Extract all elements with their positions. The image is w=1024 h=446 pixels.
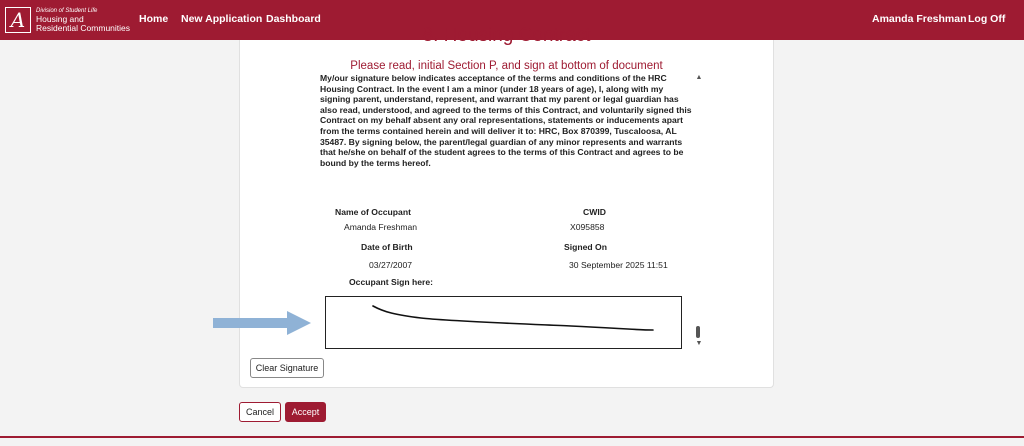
log-off-link[interactable]: Log Off — [968, 13, 1006, 25]
nav-new-application-link[interactable]: New Application — [181, 13, 263, 25]
university-logo: A — [5, 7, 31, 33]
signed-on-value: 30 September 2025 11:51 — [569, 260, 668, 270]
contract-card — [239, 25, 774, 388]
cwid-value: X095858 — [570, 222, 605, 232]
contract-title: 8. Housing Contract — [422, 25, 591, 46]
cancel-button[interactable]: Cancel — [239, 402, 281, 422]
brand-text — [36, 8, 130, 33]
brand-line-1: Housing and — [36, 13, 84, 24]
cwid-label: CWID — [583, 207, 606, 217]
user-name-link[interactable]: Amanda Freshman — [872, 13, 967, 25]
dob-label: Date of Birth — [361, 242, 413, 252]
clear-signature-button[interactable]: Clear Signature — [250, 358, 324, 378]
scroll-down-icon[interactable]: ▼ — [695, 340, 703, 347]
brand-line-2: Residential Communities — [36, 22, 131, 33]
dob-value: 03/27/2007 — [369, 260, 413, 270]
contract-scrollbar[interactable] — [693, 73, 705, 349]
occupant-name-label: Name of Occupant — [335, 207, 411, 217]
occupant-name-value: Amanda Freshman — [344, 222, 418, 232]
arrow-right-icon — [213, 311, 313, 335]
brand-logo-area[interactable] — [5, 4, 130, 36]
scrollbar-thumb[interactable] — [696, 326, 700, 338]
contract-terms-text: My/our signature below indicates acceptance of the terms and conditions of the HRC Housing Contract. In the event I am a minor (under 18 years of age), I, along with my signing parent, understand, represent, and warrant that my parent or legal guardian has also read, understood, and agreed to the terms of this Contract, and voluntarily signed this Contract on my behalf absent any oral representations, statements or inducements apart from the terms contained herein and will deliver it to: HRC, Box 870399, Tuscaloosa, AL 35487. By signing below, the parent/legal guardian of any minor represents and warrants that he/she on behalf of the student agrees to the terms of this Contract and agrees to be bound by the terms hereof. — [320, 73, 692, 168]
nav-home-link[interactable]: Home — [139, 13, 169, 25]
scroll-up-icon[interactable]: ▲ — [695, 74, 703, 81]
nav-dashboard-link[interactable]: Dashboard — [266, 13, 321, 25]
contract-instruction: Please read, initial Section P, and sign at bottom of document — [350, 60, 663, 72]
signature-stroke — [326, 297, 683, 350]
footer-divider — [0, 436, 1024, 438]
brand-division: Division of Student Life — [36, 7, 98, 14]
occupant-sign-label: Occupant Sign here: — [349, 277, 434, 287]
signature-pad[interactable] — [325, 296, 682, 349]
signed-on-label: Signed On — [564, 242, 607, 252]
accept-button[interactable]: Accept — [285, 402, 326, 422]
